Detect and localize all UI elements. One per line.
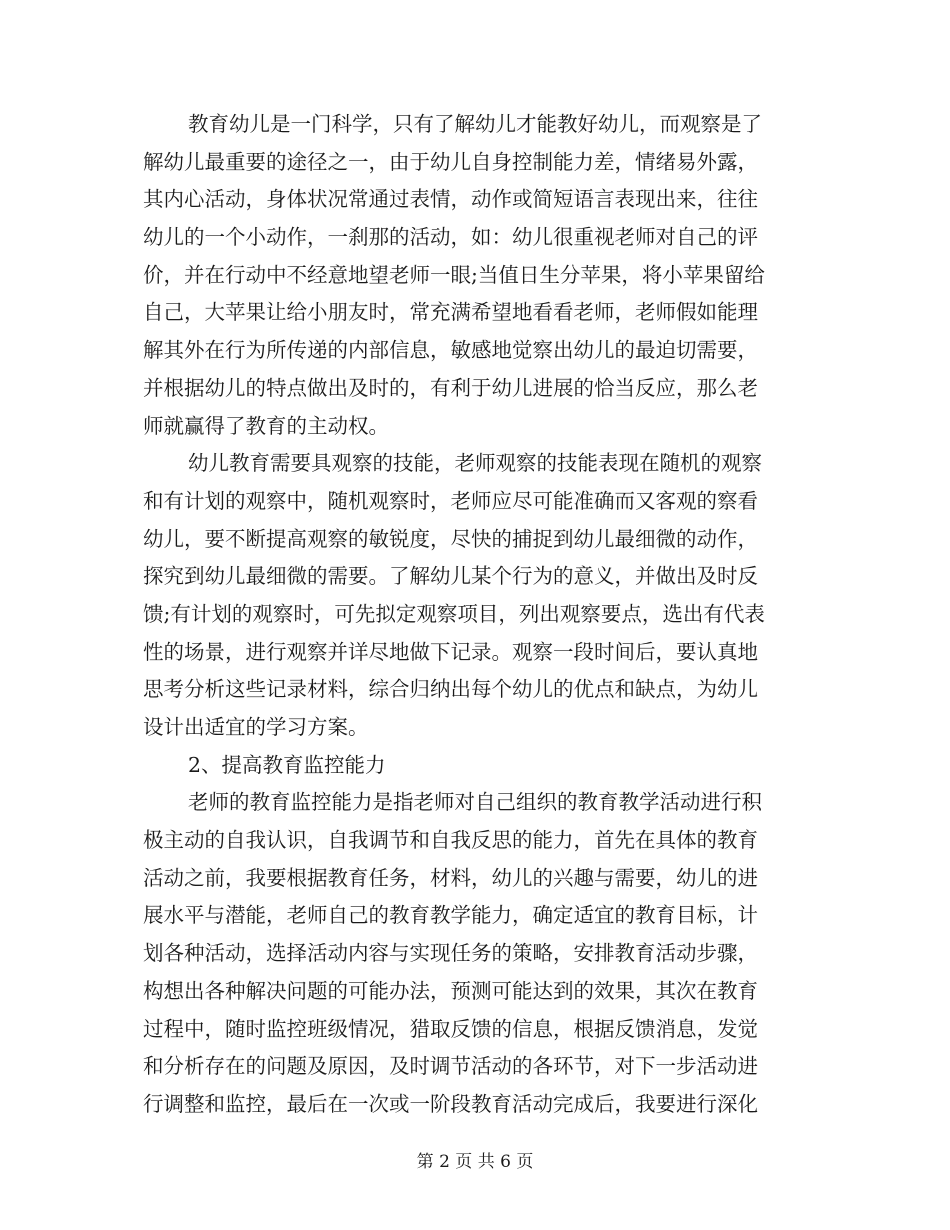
paragraph-2-line: 幼儿，要不断提高观察的敏锐度，尽快的捕捉到幼儿最细微的动作， <box>143 526 758 551</box>
paragraph-3-line: 过程中，随时监控班级情况，猎取反馈的信息，根据反馈消息，发觉 <box>143 1016 758 1041</box>
paragraph-3-line: 展水平与潜能，老师自己的教育教学能力，确定适宜的教育目标，计 <box>143 903 758 928</box>
paragraph-1-line: 幼儿的一个小动作，一刹那的活动，如：幼儿很重视老师对自己的评 <box>143 225 758 250</box>
paragraph-2-line: 探究到幼儿最细微的需要。了解幼儿某个行为的意义，并做出及时反 <box>143 564 758 589</box>
section-heading: 2、提高教育监控能力 <box>188 752 386 777</box>
paragraph-1-line: 师就赢得了教育的主动权。 <box>143 413 389 438</box>
paragraph-2-line: 设计出适宜的学习方案。 <box>143 715 369 739</box>
paragraph-1-line: 教育幼儿是一门科学，只有了解幼儿才能教好幼儿，而观察是了 <box>188 112 762 136</box>
paragraph-3-line: 划各种活动，选择活动内容与实现任务的策略，安排教育活动步骤， <box>143 941 758 966</box>
paragraph-3-line: 和分析存在的问题及原因，及时调节活动的各环节，对下一步活动进 <box>143 1054 758 1079</box>
page-number-footer: 第 2 页 共 6 页 <box>416 1152 534 1172</box>
paragraph-3-line: 构想出各种解决问题的可能办法，预测可能达到的效果，其次在教育 <box>143 978 758 1003</box>
paragraph-3-line: 老师的教育监控能力是指老师对自己组织的教育教学活动进行积 <box>188 790 762 815</box>
paragraph-2-line: 馈;有计划的观察时，可先拟定观察项目，列出观察要点，选出有代表 <box>143 601 765 626</box>
paragraph-1-line: 自己，大苹果让给小朋友时，常充满希望地看看老师，老师假如能理 <box>143 300 758 325</box>
paragraph-2-line: 和有计划的观察中，随机观察时，老师应尽可能准确而又客观的察看 <box>143 488 758 513</box>
document-body <box>143 106 803 1124</box>
paragraph-3-line: 行调整和监控，最后在一次或一阶段教育活动完成后，我要进行深化 <box>143 1091 758 1116</box>
paragraph-1-line: 解其外在行为所传递的内部信息，敏感地觉察出幼儿的最迫切需要， <box>143 338 758 363</box>
paragraph-2-line: 性的场景，进行观察并详尽地做下记录。观察一段时间后，要认真地 <box>143 639 758 664</box>
paragraph-1-line: 其内心活动，身体状况常通过表情，动作或简短语言表现出来，往往 <box>143 187 758 212</box>
paragraph-3-line: 活动之前，我要根据教育任务，材料，幼儿的兴趣与需要，幼儿的进 <box>143 865 758 890</box>
paragraph-1-line: 并根据幼儿的特点做出及时的，有利于幼儿进展的恰当反应，那么老 <box>143 375 758 400</box>
paragraph-3-line: 极主动的自我认识，自我调节和自我反思的能力，首先在具体的教育 <box>143 828 758 853</box>
paragraph-1-line: 价，并在行动中不经意地望老师一眼;当值日生分苹果，将小苹果留给 <box>143 262 765 287</box>
paragraph-1-line: 解幼儿最重要的途径之一，由于幼儿自身控制能力差，情绪易外露， <box>143 149 758 174</box>
paragraph-2-line: 思考分析这些记录材料，综合归纳出每个幼儿的优点和缺点，为幼儿 <box>143 677 758 702</box>
paragraph-2-line: 幼儿教育需要具观察的技能，老师观察的技能表现在随机的观察 <box>188 451 762 476</box>
